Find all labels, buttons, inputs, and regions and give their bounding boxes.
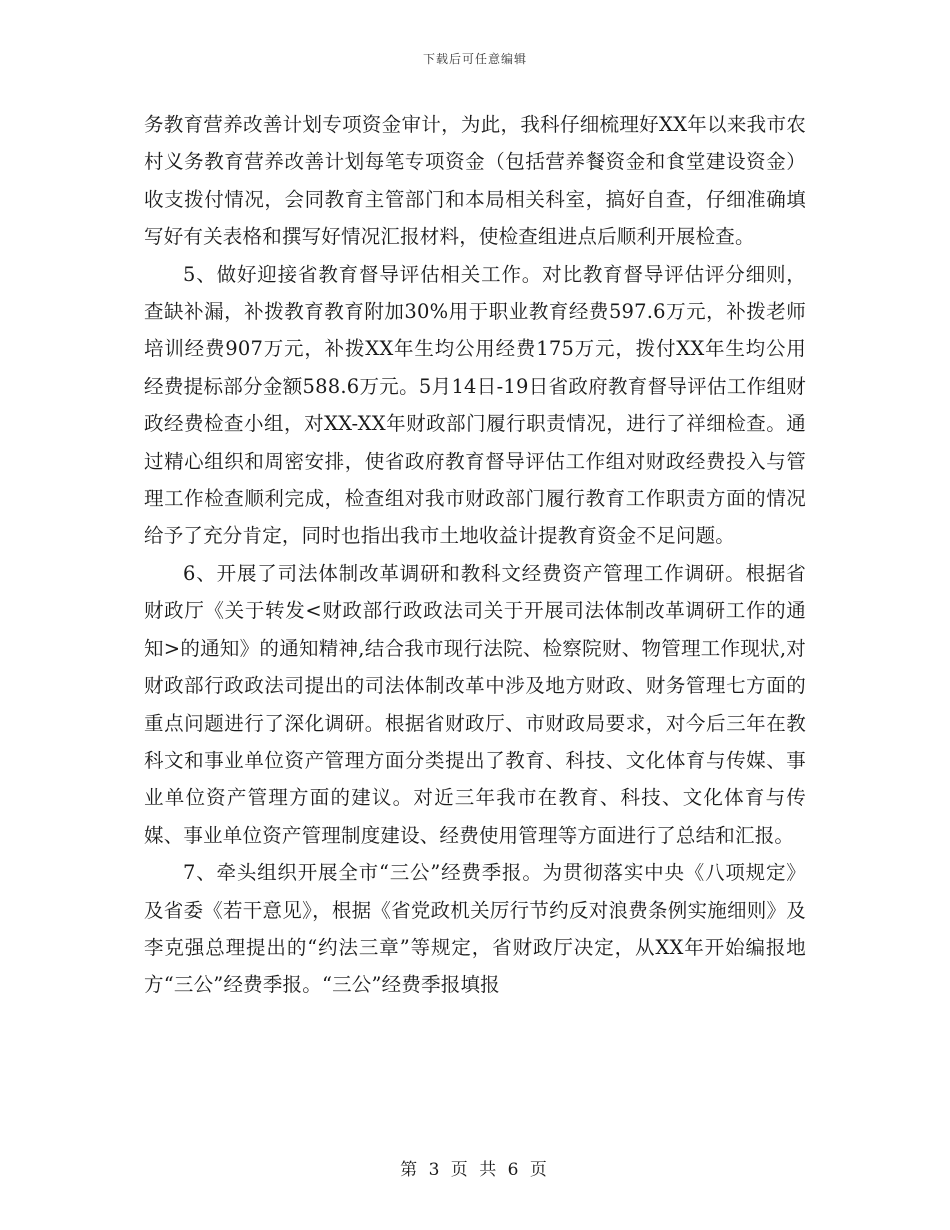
paragraph-continuation: 务教育营养改善计划专项资金审计，为此，我科仔细梳理好XX年以来我市农村义务教育营养改善计划每笔专项资金（包括营养餐资金和食堂建设资金）收支拨付情况，会同教育主管部门和本局相关科室，搞好自查，仔细准确填写好有关表格和撰写好情况汇报材料，使检查组进点后顺利开展检查。: [144, 113, 806, 249]
page-header: 下载后可任意编辑: [422, 52, 527, 66]
document-body: [144, 106, 806, 1004]
paragraph-item-6: 6、开展了司法体制改革调研和教科文经费资产管理工作调研。根据省财政厅《关于转发<财政部行政政法司关于开展司法体制改革调研工作的通知>的通知》的通知精神,结合我市现行法院、检察院财、物管理工作现状,对财政部行政政法司提出的司法体制改革中涉及地方财政、财务管理七方面的重点问题进行了深化调研。根据省财政厅、市财政局要求，对今后三年在教科文和事业单位资产管理方面分类提出了教育、科技、文化体育与传媒、事业单位资产管理方面的建议。对近三年我市在教育、科技、文化体育与传媒、事业单位资产管理制度建设、经费使用管理等方面进行了总结和汇报。: [144, 561, 806, 847]
page-number-footer: 第 3 页 共 6 页: [400, 1160, 550, 1180]
paragraph-item-7: 7、牵头组织开展全市“三公”经费季报。为贯彻落实中央《八项规定》及省委《若干意见》，根据《省党政机关厉行节约反对浪费条例实施细则》及李克强总理提出的“约法三章”等规定，省财政厅决定，从XX年开始编报地方“三公”经费季报。“三公”经费季报填报: [144, 861, 806, 997]
paragraph-item-5: 5、做好迎接省教育督导评估相关工作。对比教育督导评估评分细则，查缺补漏，补拨教育教育附加30%用于职业教育经费597.6万元，补拨老师培训经费907万元，补拨XX年生均公用经费175万元，拨付XX年生均公用经费提标部分金额588.6万元。5月14日-19日省政府教育督导评估工作组财政经费检查小组，对XX-XX年财政部门履行职责情况，进行了祥细检查。通过精心组织和周密安排，使省政府教育督导评估工作组对财政经费投入与管理工作检查顺利完成，检查组对我市财政部门履行教育工作职责方面的情况给予了充分肯定，同时也指出我市土地收益计提教育资金不足问题。: [144, 262, 806, 548]
